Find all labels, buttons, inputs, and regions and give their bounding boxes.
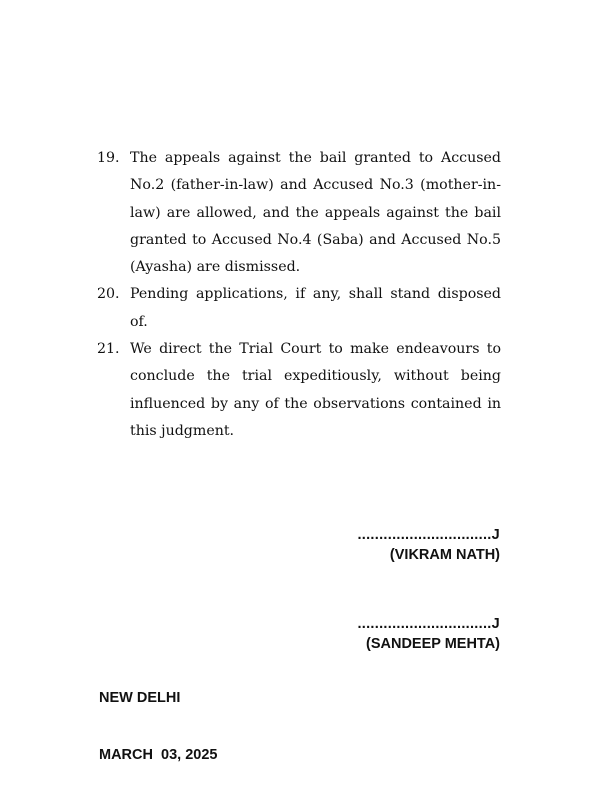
place: NEW DELHI (99, 690, 181, 706)
paragraph-number: 21. (97, 341, 120, 358)
paragraph-text: The appeals against the bail granted to Accused No.2 (father-in-law) and Accused No.3 (mother-in-law) are allowed, and the appeals against the bail granted to Accused No.4 (Saba) and Accused No.5 (Ayasha) are dismissed. (130, 150, 501, 276)
paragraph-text: Pending applications, if any, shall stand disposed of. (130, 286, 501, 330)
signature-block-vikram-nath (357, 525, 500, 565)
signature-line: ...............................J (357, 616, 500, 632)
judge-name: (VIKRAM NATH) (389, 547, 500, 563)
paragraph-number: 19. (97, 150, 120, 166)
paragraph-21 (97, 336, 501, 445)
date: MARCH 03, 2025 (99, 747, 218, 763)
paragraph-20 (97, 281, 501, 336)
numbered-paragraph-list (97, 145, 501, 445)
signature-block-sandeep-mehta (357, 614, 500, 654)
judge-name: (SANDEEP MEHTA) (366, 636, 500, 652)
signature-line: ...............................J (357, 527, 500, 543)
paragraph-number: 20. (97, 286, 120, 303)
paragraph-text: We direct the Trial Court to make endeavours to conclude the trial expeditiously, without being influenced by any of the observations contained in this judgment. (130, 341, 501, 439)
place-and-date (99, 651, 217, 803)
paragraph-19 (97, 145, 501, 281)
